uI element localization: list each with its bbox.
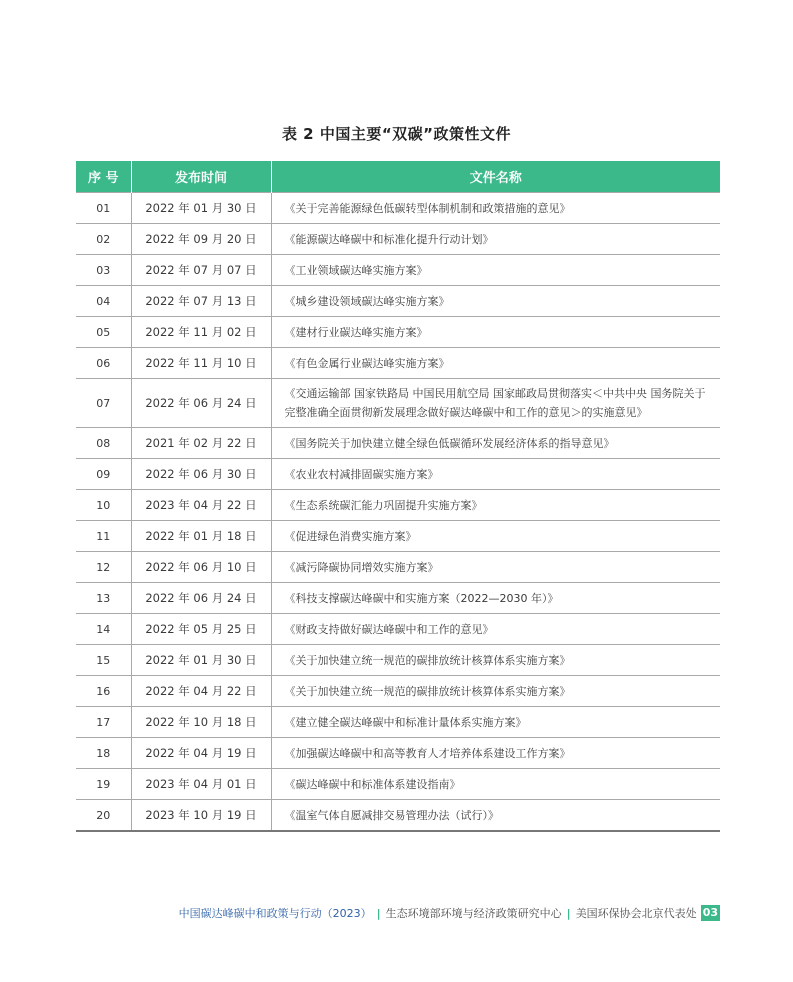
cell-document-name: 《有色金属行业碳达峰实施方案》 [271,348,720,379]
cell-date: 2022 年 09 月 20 日 [131,224,271,255]
footer-org-1: 生态环境部环境与经济政策研究中心 [385,907,562,920]
cell-document-name: 《促进绿色消费实施方案》 [271,521,720,552]
cell-number: 11 [76,521,131,552]
cell-document-name: 《关于加快建立统一规范的碳排放统计核算体系实施方案》 [271,676,720,707]
header-document-name: 文件名称 [271,161,720,193]
table-row [76,583,720,614]
cell-number: 07 [76,379,131,428]
page-number: 03 [702,906,718,919]
table-row [76,738,720,769]
cell-document-name: 《交通运输部 国家铁路局 中国民用航空局 国家邮政局贯彻落实＜中共中央 国务院关于完整准确全面贯彻新发展理念做好碳达峰碳中和工作的意见＞的实施意见》 [271,379,720,428]
cell-date: 2023 年 10 月 19 日 [131,800,271,832]
cell-document-name: 《关于完善能源绿色低碳转型体制机制和政策措施的意见》 [271,193,720,224]
table-row [76,707,720,738]
footer-org-2: 美国环保协会北京代表处 [575,907,697,920]
cell-number: 09 [76,459,131,490]
cell-date: 2022 年 07 月 13 日 [131,286,271,317]
cell-date: 2022 年 06 月 24 日 [131,583,271,614]
cell-number: 18 [76,738,131,769]
cell-number: 04 [76,286,131,317]
cell-date: 2022 年 11 月 10 日 [131,348,271,379]
page-footer [179,905,720,921]
table-row [76,676,720,707]
cell-date: 2021 年 02 月 22 日 [131,428,271,459]
cell-number: 17 [76,707,131,738]
table-row [76,614,720,645]
cell-number: 13 [76,583,131,614]
cell-date: 2022 年 06 月 24 日 [131,379,271,428]
table-row [76,459,720,490]
cell-document-name: 《建材行业碳达峰实施方案》 [271,317,720,348]
cell-number: 03 [76,255,131,286]
cell-number: 15 [76,645,131,676]
cell-number: 10 [76,490,131,521]
table-row [76,521,720,552]
cell-number: 05 [76,317,131,348]
table-row [76,490,720,521]
cell-number: 19 [76,769,131,800]
cell-number: 08 [76,428,131,459]
cell-document-name: 《能源碳达峰碳中和标准化提升行动计划》 [271,224,720,255]
cell-date: 2023 年 04 月 22 日 [131,490,271,521]
cell-date: 2022 年 04 月 22 日 [131,676,271,707]
cell-document-name: 《国务院关于加快建立健全绿色低碳循环发展经济体系的指导意见》 [271,428,720,459]
table-row [76,769,720,800]
cell-number: 16 [76,676,131,707]
cell-document-name: 《减污降碳协同增效实施方案》 [271,552,720,583]
cell-number: 12 [76,552,131,583]
header-date: 发布时间 [131,161,271,193]
footer-separator: | [376,906,381,920]
cell-number: 02 [76,224,131,255]
cell-document-name: 《工业领域碳达峰实施方案》 [271,255,720,286]
cell-document-name: 《温室气体自愿减排交易管理办法（试行）》 [271,800,720,832]
cell-date: 2022 年 10 月 18 日 [131,707,271,738]
header-number: 序 号 [76,161,131,193]
cell-document-name: 《科技支撑碳达峰碳中和实施方案（2022—2030 年）》 [271,583,720,614]
cell-date: 2022 年 07 月 07 日 [131,255,271,286]
cell-document-name: 《加强碳达峰碳中和高等教育人才培养体系建设工作方案》 [271,738,720,769]
footer-separator: | [566,906,571,920]
cell-date: 2022 年 01 月 30 日 [131,193,271,224]
table-row [76,224,720,255]
cell-date: 2022 年 06 月 10 日 [131,552,271,583]
table-row [76,193,720,224]
table-title: 表 2 中国主要“双碳”政策性文件 [281,125,512,143]
cell-number: 14 [76,614,131,645]
cell-document-name: 《城乡建设领域碳达峰实施方案》 [271,286,720,317]
table-row [76,428,720,459]
cell-number: 01 [76,193,131,224]
cell-document-name: 《农业农村减排固碳实施方案》 [271,459,720,490]
cell-date: 2022 年 01 月 18 日 [131,521,271,552]
cell-date: 2022 年 11 月 02 日 [131,317,271,348]
cell-date: 2022 年 05 月 25 日 [131,614,271,645]
cell-number: 20 [76,800,131,832]
table-row [76,800,720,832]
footer-publication: 中国碳达峰碳中和政策与行动（2023） [178,907,372,920]
table-row [76,317,720,348]
cell-date: 2023 年 04 月 01 日 [131,769,271,800]
cell-document-name: 《碳达峰碳中和标准体系建设指南》 [271,769,720,800]
cell-document-name: 《关于加快建立统一规范的碳排放统计核算体系实施方案》 [271,645,720,676]
cell-date: 2022 年 01 月 30 日 [131,645,271,676]
cell-document-name: 《财政支持做好碳达峰碳中和工作的意见》 [271,614,720,645]
cell-date: 2022 年 04 月 19 日 [131,738,271,769]
cell-document-name: 《建立健全碳达峰碳中和标准计量体系实施方案》 [271,707,720,738]
cell-document-name: 《生态系统碳汇能力巩固提升实施方案》 [271,490,720,521]
table-row [76,645,720,676]
table-row [76,255,720,286]
table-header-row [76,161,720,193]
table-row [76,379,720,428]
table-row [76,286,720,317]
table-row [76,552,720,583]
policy-table [76,161,720,832]
cell-number: 06 [76,348,131,379]
cell-date: 2022 年 06 月 30 日 [131,459,271,490]
table-row [76,348,720,379]
